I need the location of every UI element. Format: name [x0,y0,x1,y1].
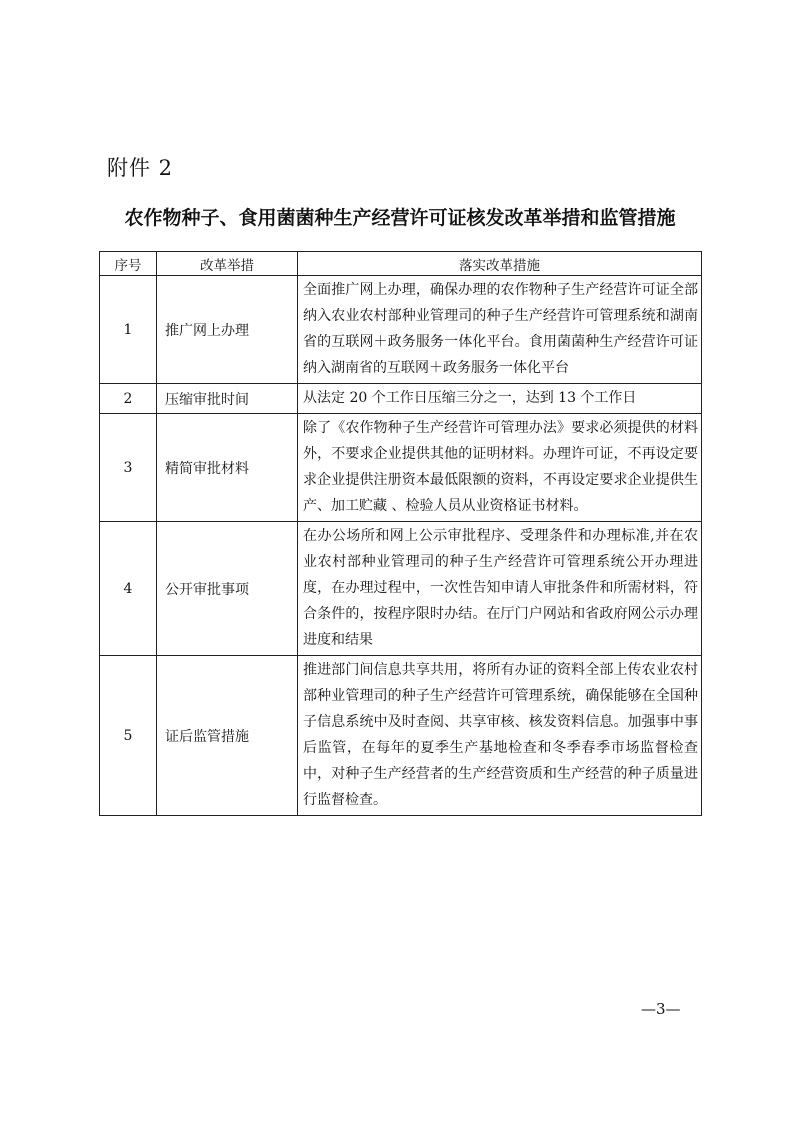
table-row [100,276,702,384]
reform-measures-table [99,251,702,816]
reform-measure: 精简审批材料 [157,414,298,522]
row-number: 4 [100,522,157,656]
table-header-row [100,252,702,276]
reform-measure: 公开审批事项 [157,522,298,656]
implementation-detail: 全面推广网上办理，确保办理的农作物种子生产经营许可证全部纳入农业农村部种业管理司的种子生产经营许可管理系统和湖南省的互联网＋政务服务一体化平台。食用菌菌种生产经营许可证纳入湖南省的互联网＋政务服务一体化平台 [298,276,702,384]
column-header-no: 序号 [100,252,157,276]
row-number: 3 [100,414,157,522]
row-number: 1 [100,276,157,384]
implementation-detail: 在办公场所和网上公示审批程序、受理条件和办理标准,并在农业农村部种业管理司的种子生产经营许可管理系统公开办理进度，在办理过程中，一次性告知申请人审批条件和所需材料，符合条件的，按程序限时办结。在厅门户网站和省政府网公示办理进度和结果 [298,522,702,656]
reform-measure: 推广网上办理 [157,276,298,384]
table-row [100,656,702,816]
table-row [100,522,702,656]
row-number: 5 [100,656,157,816]
page-number: —3— [641,1000,681,1018]
attachment-label: 附件 2 [107,156,174,180]
row-number: 2 [100,384,157,414]
implementation-detail: 推进部门间信息共享共用，将所有办证的资料全部上传农业农村部种业管理司的种子生产经营许可管理系统，确保能够在全国种子信息系统中及时查阅、共享审核、核发资料信息。加强事中事后监管，在每年的夏季生产基地检查和冬季春季市场监督检查中，对种子生产经营者的生产经营资质和生产经营的种子质量进行监督检查。 [298,656,702,816]
column-header-measure: 改革举措 [157,252,298,276]
implementation-detail: 除了《农作物种子生产经营许可管理办法》要求必须提供的材料外，不要求企业提供其他的证明材料。办理许可证，不再设定要求企业提供注册资本最低限额的资料，不再设定要求企业提供生产、加工贮藏 、检验人员从业资格证书材料。 [298,414,702,522]
column-header-detail: 落实改革措施 [298,252,702,276]
document-title: 农作物种子、食用菌菌种生产经营许可证核发改革举措和监管措施 [124,207,676,229]
implementation-detail: 从法定 20 个工作日压缩三分之一，达到 13 个工作日 [298,384,702,414]
table-row [100,414,702,522]
reform-measure: 压缩审批时间 [157,384,298,414]
reform-measure: 证后监管措施 [157,656,298,816]
table-row [100,384,702,414]
